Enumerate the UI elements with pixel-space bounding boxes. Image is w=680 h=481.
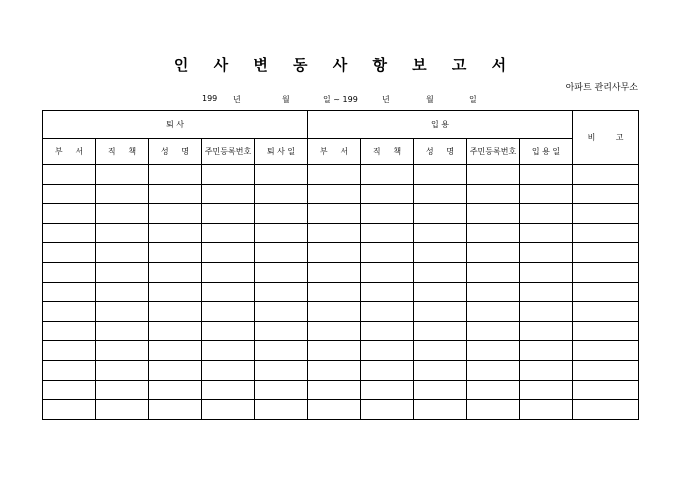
table-cell[interactable] bbox=[467, 360, 520, 380]
table-cell[interactable] bbox=[202, 400, 255, 420]
table-cell[interactable] bbox=[308, 223, 361, 243]
table-cell[interactable] bbox=[202, 282, 255, 302]
table-cell[interactable] bbox=[202, 360, 255, 380]
table-cell[interactable] bbox=[202, 302, 255, 322]
table-row bbox=[43, 321, 639, 341]
table-cell[interactable] bbox=[308, 184, 361, 204]
office-name: 아파트 관리사무소 bbox=[565, 83, 638, 93]
table-cell[interactable] bbox=[573, 360, 639, 380]
period-end-month-label: 월 bbox=[426, 95, 434, 104]
table-cell[interactable] bbox=[573, 262, 639, 282]
table-cell[interactable] bbox=[308, 380, 361, 400]
table-cell[interactable] bbox=[467, 243, 520, 263]
table-cell[interactable] bbox=[573, 165, 639, 185]
table-row bbox=[43, 400, 639, 420]
table-cell[interactable] bbox=[361, 262, 414, 282]
table-cell[interactable] bbox=[520, 400, 573, 420]
table-cell[interactable] bbox=[43, 321, 96, 341]
table-cell[interactable] bbox=[414, 184, 467, 204]
table-cell[interactable] bbox=[96, 223, 149, 243]
resign-group-header: 퇴 사 bbox=[43, 111, 308, 139]
table-cell[interactable] bbox=[467, 321, 520, 341]
resign-column-header-1: 직 책 bbox=[96, 139, 149, 165]
table-cell[interactable] bbox=[308, 321, 361, 341]
table-row bbox=[43, 184, 639, 204]
table-cell[interactable] bbox=[43, 165, 96, 185]
table-cell[interactable] bbox=[361, 302, 414, 322]
table-cell[interactable] bbox=[361, 165, 414, 185]
table-cell[interactable] bbox=[467, 204, 520, 224]
table-cell[interactable] bbox=[43, 380, 96, 400]
hire-column-header-4: 입 용 일 bbox=[520, 139, 573, 165]
table-cell[interactable] bbox=[149, 165, 202, 185]
table-cell[interactable] bbox=[255, 282, 308, 302]
table-cell[interactable] bbox=[308, 204, 361, 224]
table-cell[interactable] bbox=[467, 223, 520, 243]
table-cell[interactable] bbox=[573, 400, 639, 420]
table-cell[interactable] bbox=[149, 360, 202, 380]
table-cell[interactable] bbox=[467, 282, 520, 302]
table-cell[interactable] bbox=[520, 165, 573, 185]
table-cell[interactable] bbox=[308, 165, 361, 185]
table-cell[interactable] bbox=[467, 165, 520, 185]
table-cell[interactable] bbox=[308, 282, 361, 302]
hire-column-header-1: 직 책 bbox=[361, 139, 414, 165]
table-cell[interactable] bbox=[202, 184, 255, 204]
table-cell[interactable] bbox=[467, 262, 520, 282]
table-row bbox=[43, 360, 639, 380]
table-cell[interactable] bbox=[96, 282, 149, 302]
table-cell[interactable] bbox=[414, 321, 467, 341]
table-cell[interactable] bbox=[96, 302, 149, 322]
table-cell[interactable] bbox=[308, 360, 361, 380]
table-cell[interactable] bbox=[308, 262, 361, 282]
table-cell[interactable] bbox=[149, 341, 202, 361]
table-row bbox=[43, 223, 639, 243]
table-cell[interactable] bbox=[96, 243, 149, 263]
table-cell[interactable] bbox=[202, 223, 255, 243]
table-cell[interactable] bbox=[308, 243, 361, 263]
table-cell[interactable] bbox=[361, 204, 414, 224]
table-cell[interactable] bbox=[573, 380, 639, 400]
table-cell[interactable] bbox=[149, 282, 202, 302]
table-cell[interactable] bbox=[520, 204, 573, 224]
table-cell[interactable] bbox=[520, 321, 573, 341]
table-cell[interactable] bbox=[149, 302, 202, 322]
table-cell[interactable] bbox=[255, 223, 308, 243]
table-cell[interactable] bbox=[149, 223, 202, 243]
hire-column-header-3: 주민등록번호 bbox=[467, 139, 520, 165]
table-cell[interactable] bbox=[255, 302, 308, 322]
table-cell[interactable] bbox=[43, 243, 96, 263]
table-cell[interactable] bbox=[202, 321, 255, 341]
table-cell[interactable] bbox=[414, 400, 467, 420]
table-cell[interactable] bbox=[573, 184, 639, 204]
period-start-day-label: 일 ~ 199 bbox=[323, 95, 358, 104]
period-end-day-label: 일 bbox=[469, 95, 477, 104]
table-cell[interactable] bbox=[573, 341, 639, 361]
resign-column-header-0: 부 서 bbox=[43, 139, 96, 165]
table-cell[interactable] bbox=[414, 262, 467, 282]
table-cell[interactable] bbox=[361, 380, 414, 400]
table-cell[interactable] bbox=[308, 302, 361, 322]
table-cell[interactable] bbox=[467, 302, 520, 322]
table-cell[interactable] bbox=[467, 400, 520, 420]
table-cell[interactable] bbox=[149, 380, 202, 400]
table-cell[interactable] bbox=[202, 341, 255, 361]
table-cell[interactable] bbox=[573, 282, 639, 302]
table-row bbox=[43, 282, 639, 302]
table-row bbox=[43, 302, 639, 322]
table-cell[interactable] bbox=[255, 184, 308, 204]
table-cell[interactable] bbox=[520, 184, 573, 204]
personnel-change-table bbox=[42, 110, 639, 420]
table-cell[interactable] bbox=[467, 380, 520, 400]
table-cell[interactable] bbox=[414, 380, 467, 400]
table-cell[interactable] bbox=[520, 341, 573, 361]
table-cell[interactable] bbox=[96, 341, 149, 361]
table-cell[interactable] bbox=[149, 400, 202, 420]
table-cell[interactable] bbox=[255, 165, 308, 185]
resign-column-header-4: 퇴 사 일 bbox=[255, 139, 308, 165]
table-cell[interactable] bbox=[149, 184, 202, 204]
table-cell[interactable] bbox=[149, 243, 202, 263]
table-cell[interactable] bbox=[520, 223, 573, 243]
table-cell[interactable] bbox=[467, 341, 520, 361]
table-row bbox=[43, 165, 639, 185]
table-cell[interactable] bbox=[414, 243, 467, 263]
table-cell[interactable] bbox=[202, 262, 255, 282]
hire-column-header-2: 성 명 bbox=[414, 139, 467, 165]
table-cell[interactable] bbox=[361, 341, 414, 361]
table-cell[interactable] bbox=[149, 204, 202, 224]
table-cell[interactable] bbox=[308, 400, 361, 420]
table-cell[interactable] bbox=[308, 341, 361, 361]
resign-column-header-2: 성 명 bbox=[149, 139, 202, 165]
column-header-row bbox=[43, 139, 639, 165]
remarks-header: 비 고 bbox=[573, 111, 639, 165]
table-cell[interactable] bbox=[573, 243, 639, 263]
table-cell[interactable] bbox=[96, 262, 149, 282]
hire-group-header: 입 용 bbox=[308, 111, 573, 139]
table-cell[interactable] bbox=[573, 302, 639, 322]
table-cell[interactable] bbox=[255, 360, 308, 380]
table-cell[interactable] bbox=[414, 204, 467, 224]
table-cell[interactable] bbox=[96, 165, 149, 185]
table-cell[interactable] bbox=[361, 184, 414, 204]
table-cell[interactable] bbox=[255, 243, 308, 263]
hire-column-header-0: 부 서 bbox=[308, 139, 361, 165]
table-cell[interactable] bbox=[361, 400, 414, 420]
table-body bbox=[43, 165, 639, 420]
table-row bbox=[43, 341, 639, 361]
table-cell[interactable] bbox=[96, 400, 149, 420]
table-cell[interactable] bbox=[96, 184, 149, 204]
table-cell[interactable] bbox=[255, 400, 308, 420]
table-cell[interactable] bbox=[96, 360, 149, 380]
table-cell[interactable] bbox=[149, 262, 202, 282]
period-start-year-label: 년 bbox=[233, 95, 241, 104]
table-cell[interactable] bbox=[414, 360, 467, 380]
table-cell[interactable] bbox=[520, 282, 573, 302]
table-cell[interactable] bbox=[414, 165, 467, 185]
table-cell[interactable] bbox=[255, 341, 308, 361]
document-title: 인 사 변 동 사 항 보 고 서 bbox=[173, 56, 517, 74]
table-cell[interactable] bbox=[96, 204, 149, 224]
table-cell[interactable] bbox=[96, 380, 149, 400]
table-cell[interactable] bbox=[202, 165, 255, 185]
table-cell[interactable] bbox=[573, 223, 639, 243]
table-cell[interactable] bbox=[361, 223, 414, 243]
table-cell[interactable] bbox=[255, 380, 308, 400]
table-row bbox=[43, 262, 639, 282]
table-cell[interactable] bbox=[96, 321, 149, 341]
table-cell[interactable] bbox=[43, 184, 96, 204]
table-cell[interactable] bbox=[520, 380, 573, 400]
table-row bbox=[43, 204, 639, 224]
table-cell[interactable] bbox=[520, 243, 573, 263]
table-cell[interactable] bbox=[202, 243, 255, 263]
table-cell[interactable] bbox=[361, 243, 414, 263]
table-cell[interactable] bbox=[43, 302, 96, 322]
period-start-year: 199 bbox=[202, 94, 218, 103]
table-cell[interactable] bbox=[43, 282, 96, 302]
table-cell[interactable] bbox=[573, 204, 639, 224]
table-cell[interactable] bbox=[520, 262, 573, 282]
period-start-month-label: 월 bbox=[282, 95, 290, 104]
table-cell[interactable] bbox=[43, 223, 96, 243]
table-cell[interactable] bbox=[43, 360, 96, 380]
table-cell[interactable] bbox=[361, 321, 414, 341]
table-cell[interactable] bbox=[520, 360, 573, 380]
table-cell[interactable] bbox=[361, 282, 414, 302]
table-row bbox=[43, 380, 639, 400]
table-cell[interactable] bbox=[414, 223, 467, 243]
table-cell[interactable] bbox=[202, 204, 255, 224]
table-cell[interactable] bbox=[255, 321, 308, 341]
resign-column-header-3: 주민등록번호 bbox=[202, 139, 255, 165]
table-cell[interactable] bbox=[255, 262, 308, 282]
table-cell[interactable] bbox=[414, 282, 467, 302]
table-cell[interactable] bbox=[149, 321, 202, 341]
table-cell[interactable] bbox=[43, 262, 96, 282]
table-cell[interactable] bbox=[43, 341, 96, 361]
table-cell[interactable] bbox=[255, 204, 308, 224]
table-cell[interactable] bbox=[467, 184, 520, 204]
table-cell[interactable] bbox=[361, 360, 414, 380]
table-cell[interactable] bbox=[520, 302, 573, 322]
table-cell[interactable] bbox=[573, 321, 639, 341]
table-cell[interactable] bbox=[414, 341, 467, 361]
table-cell[interactable] bbox=[202, 380, 255, 400]
table-cell[interactable] bbox=[43, 400, 96, 420]
table-cell[interactable] bbox=[43, 204, 96, 224]
table-cell[interactable] bbox=[414, 302, 467, 322]
period-end-year-label: 년 bbox=[382, 95, 390, 104]
table-row bbox=[43, 243, 639, 263]
